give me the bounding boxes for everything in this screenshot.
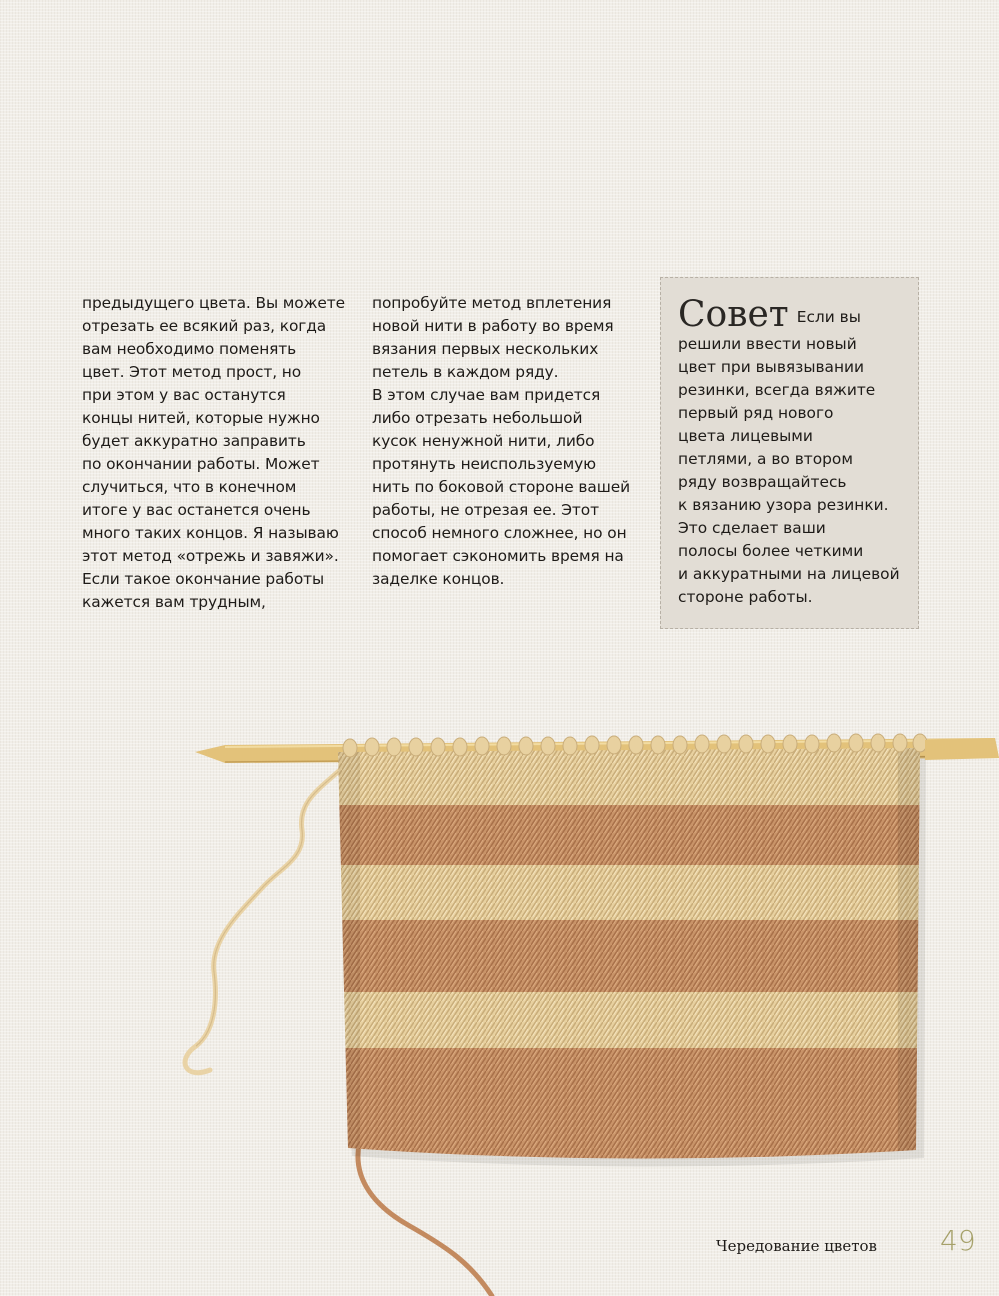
text-line: итоге у вас останется очень [82, 501, 311, 519]
tip-line: цвет при вывязывании [678, 358, 865, 376]
text-line: кусок ненужной нити, либо [372, 432, 595, 450]
text-line: работы, не отрезая ее. Этот [372, 501, 599, 519]
tip-line: первый ряд нового [678, 404, 834, 422]
text-line: отрезать ее всякий раз, когда [82, 317, 327, 335]
tip-line: решили ввести новый [678, 335, 857, 353]
tip-text [678, 294, 902, 609]
text-line: по окончании работы. Может [82, 455, 320, 473]
tip-line: стороне работы. [678, 588, 813, 606]
knit-stripes [330, 740, 930, 1170]
text-line: предыдущего цвета. Вы можете [82, 294, 345, 312]
text-line: вязания первых нескольких [372, 340, 599, 358]
tip-first-line [678, 294, 902, 335]
text-line: заделке концов. [372, 570, 505, 588]
text-line: либо отрезать небольшой [372, 409, 583, 427]
text-line: В этом случае вам придется [372, 386, 601, 404]
text-column-middle [372, 292, 637, 591]
text-line: петель в каждом ряду. [372, 363, 559, 381]
text-line: помогает сэкономить время на [372, 547, 624, 565]
text-line: при этом у вас останутся [82, 386, 286, 404]
text-line: цвет. Этот метод прост, но [82, 363, 302, 381]
tip-box [660, 277, 919, 629]
text-line: протянуть неиспользуемую [372, 455, 596, 473]
section-title: Чередование цветов [716, 1237, 877, 1255]
text-column-left [82, 292, 352, 614]
text-line: попробуйте метод вплетения [372, 294, 612, 312]
tip-line: ряду возвращайтесь [678, 473, 847, 491]
text-line: новой нити в работу во время [372, 317, 614, 335]
text-line: этот метод «отрежь и завяжи». [82, 547, 339, 565]
text-line: вам необходимо поменять [82, 340, 297, 358]
text-line: концы нитей, которые нужно [82, 409, 320, 427]
tip-title: Совет [678, 294, 789, 335]
yarn-tail-light [185, 770, 340, 1073]
tip-line: петлями, а во втором [678, 450, 853, 468]
text-line: кажется вам трудным, [82, 593, 266, 611]
tip-line: полосы более четкими [678, 542, 864, 560]
text-line: много таких концов. Я называю [82, 524, 339, 542]
tip-line: цвета лицевыми [678, 427, 813, 445]
text-line: случиться, что в конечном [82, 478, 297, 496]
text-line: нить по боковой стороне вашей [372, 478, 630, 496]
tip-line: и аккуратными на лицевой [678, 565, 900, 583]
knitted-swatch-photo [0, 700, 999, 1296]
text-line: Если такое окончание работы [82, 570, 325, 588]
tip-line: Если вы [796, 308, 861, 326]
text-line: будет аккуратно заправить [82, 432, 306, 450]
text-line: способ немного сложнее, но он [372, 524, 627, 542]
yarn-tail-dark [358, 1140, 492, 1296]
page-number: 49 [940, 1224, 976, 1257]
tip-line: Это сделает ваши [678, 519, 826, 537]
tip-line: к вязанию узора резинки. [678, 496, 889, 514]
tip-line: резинки, всегда вяжите [678, 381, 876, 399]
